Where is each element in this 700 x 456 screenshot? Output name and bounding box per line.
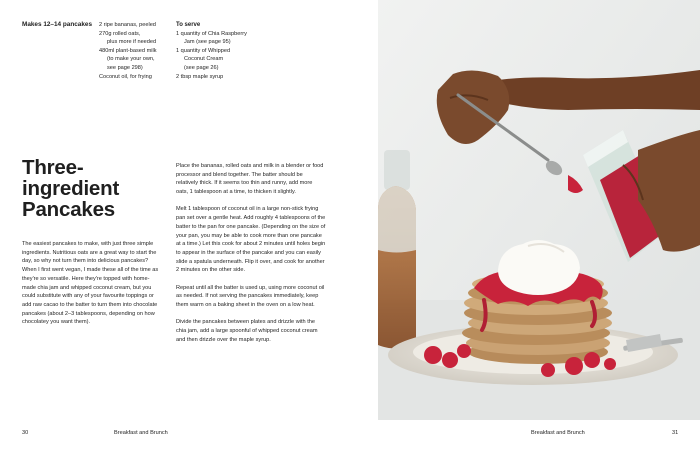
method-step: Place the bananas, rolled oats and milk in a blender or food processor and blend together. The batter should be relatively thick. If it seems too thin and runny, add more oats, 1 tablespoon at a time, to thicken it slightly.: [176, 163, 324, 196]
recipe-title: [22, 157, 119, 220]
ingredient-line: (to make your own,: [107, 56, 155, 63]
ingredient-line: 2 tbsp maple syrup: [176, 73, 224, 80]
page-number-left: 30: [22, 430, 29, 436]
title-line: Pancakes: [22, 198, 116, 221]
ingredient-line: plus more if needed: [107, 39, 157, 46]
title-line: Three-: [22, 156, 84, 179]
method-step: Divide the pancakes between plates and drizzle with the chia jam, add a large spoonful of whipped coconut cream and then drizzle over the maple syrup.: [176, 319, 318, 343]
photo-illustration: [378, 0, 700, 420]
ingredient-line: (see page 26): [184, 64, 219, 71]
ingredient-line: 2 ripe bananas, peeled: [99, 22, 156, 28]
pancake-stack-photo: [378, 0, 700, 420]
section-name-right: Breakfast and Brunch: [531, 430, 585, 436]
ingredient-line: Coconut Cream: [184, 56, 224, 63]
method-step: Repeat until all the batter is used up, using more coconut oil as needed. If not serving the pancakes immediately, keep them warm on a baking sheet in the oven on a low heat.: [176, 284, 325, 309]
ingredient-line: 1 quantity of Chia Raspberry: [176, 30, 247, 37]
ingredient-line: see page 298): [107, 64, 143, 71]
title-line: ingredient: [22, 177, 120, 200]
method-steps: [176, 162, 326, 353]
to-serve-heading: To serve: [176, 22, 201, 28]
ingredients-list: [99, 21, 173, 81]
page-number-right: 31: [672, 430, 679, 436]
to-serve-list: [176, 21, 268, 81]
ingredient-line: 1 quantity of Whipped: [176, 47, 231, 54]
ingredient-line: Coconut oil, for frying: [99, 73, 152, 80]
intro-paragraph: The easiest pancakes to make, with just three simple ingredients. Nutritious oats are a great way to start the day, so why not turn them into delicious pancakes? When I first went vegan, I made these all of the time as they're so versatile. Here they're topped with home-made chia jam and whipped coconut cream, but you could substitute with any of your favourite toppings or add raw cacao to the batter to turn them into chocolate pancakes (about 2–3 tablespoons, depending on how chocolatey you want them).: [22, 241, 159, 326]
section-name-left: Breakfast and Brunch: [114, 430, 168, 436]
ingredient-line: 480ml plant-based milk: [99, 47, 157, 54]
yield-label: Makes 12–14 pancakes: [22, 21, 92, 28]
ingredient-line: 270g rolled oats,: [99, 30, 141, 37]
ingredient-line: Jam (see page 95): [184, 39, 231, 46]
method-step: Melt 1 tablespoon of coconut oil in a large non-stick frying pan set over a gentle heat. Add roughly 4 tablespoons of the batter to the pan for one pancake. (Depending on the size of your pan, you may be able to cook more than one pancake at a time.) Let this cook for about 2 minutes until holes begin to appear in the surface of the pancake and you can easily slide a spatula underneath. Flip it over, and cook for another 2 minutes on the other side.: [176, 206, 326, 274]
